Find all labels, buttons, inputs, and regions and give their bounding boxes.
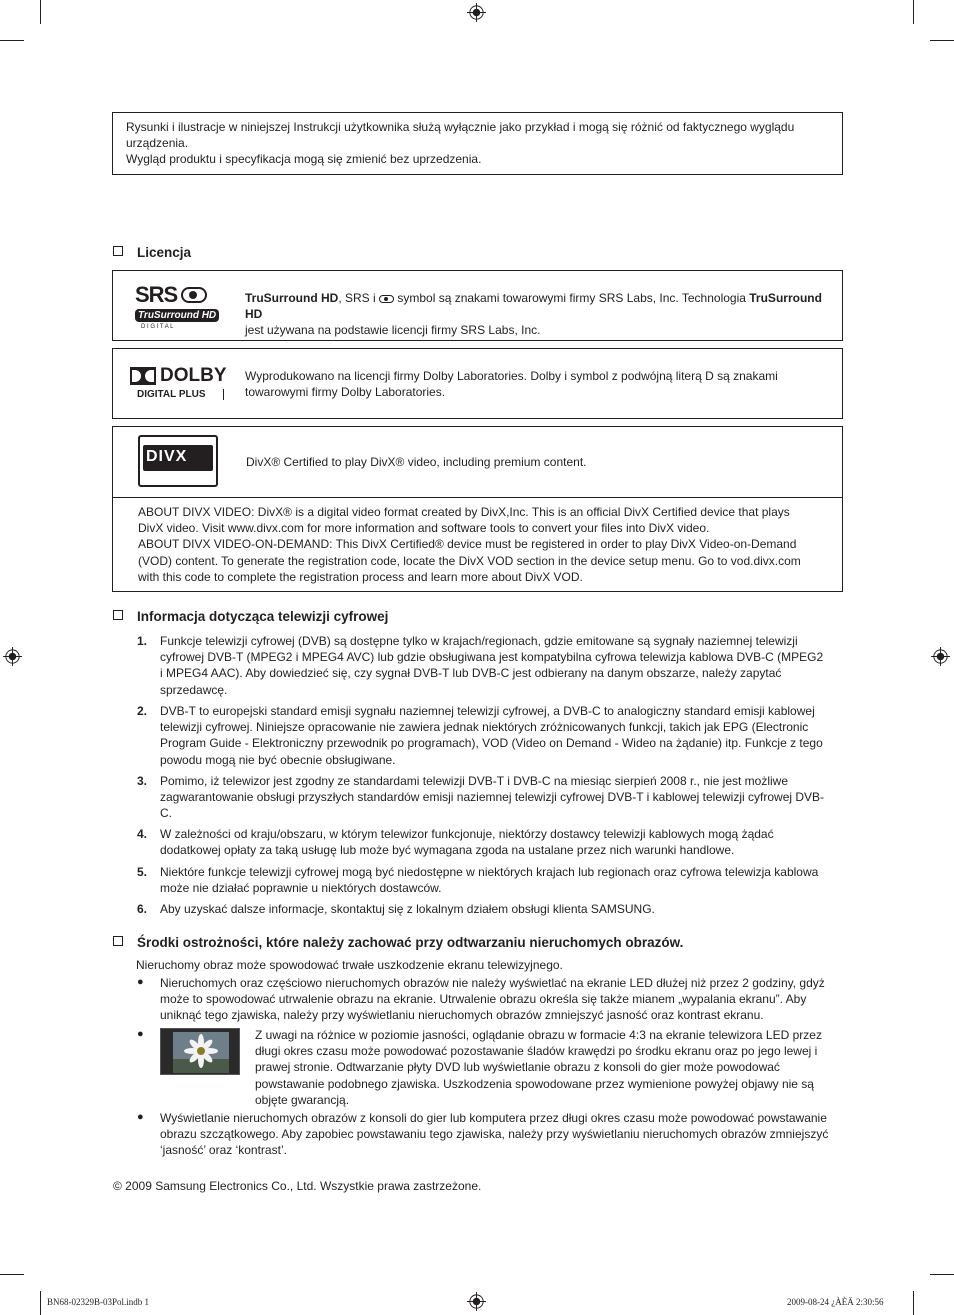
dolby-logo-sub: DIGITAL PLUS xyxy=(130,389,224,400)
divx-licence-box: DIVX DivX® Certified to play DivX® video, including premium content. ABOUT DIVX VIDEO: DivX® is a digital video format created by DivX,Inc. This is an official DivX Certified device that plays DivX video. Visit www.divx.com for more information and software tools to convert your files into DivX video. ABOUT DIVX VIDEO-ON-DEMAND: This DivX Certified® device must be registered in order to play DivX Video-on-Demand (VOD) content. To generate the registration code, locate the DivX VOD section in the device setup menu. Go to vod.divx.com with this code to complete the registration process and learn more about DivX VOD. xyxy=(112,426,843,592)
bullet-icon: ● xyxy=(137,1028,144,1040)
srs-circle-icon xyxy=(181,287,207,303)
list-item: Niektóre funkcje telewizji cyfrowej mogą być niedostępne w niektórych krajach lub regionach oraz cyfrowa telewizja kablowa może nie działać poprawnie u niektórych dostawców. xyxy=(160,865,819,896)
dolby-logo-text: DOLBY xyxy=(160,365,227,386)
list-item: Wyświetlanie nieruchomych obrazów z konsoli do gier lub komputera przez długi okres czasu może powodować powstawanie obrazu szczątkowego. Aby zapobiec powstawaniu tego zjawiska, należy przy wyświetlaniu nieruchomych obrazów zmniejszyć ‘jasność’ oraz ‘kontrast’. xyxy=(160,1111,829,1158)
crop-mark xyxy=(0,40,24,41)
list-number: 2. xyxy=(137,704,148,718)
divx-cert-text: DivX® Certified to play DivX® video, including premium content. xyxy=(246,455,587,469)
print-timestamp: 2009-08-24 ¿ÀÈÄ 2:30:56 xyxy=(787,1297,884,1307)
crop-mark xyxy=(40,1291,41,1315)
list-item: W zależności od kraju/obszaru, w którym telewizor funkcjonuje, niektórzy dostawcy telewizji kablowych mogą żądać dodatkowej opłaty za taką usługę lub może być wymagana zgoda na ustalane przez nich warunki handlowe. xyxy=(160,827,774,858)
still-images-intro: Nieruchomy obraz może spowodować trwałe uszkodzenie ekranu telewizyjnego. xyxy=(136,958,563,972)
srs-logo-digital: D I G I T A L xyxy=(141,324,174,330)
srs-symbol-icon xyxy=(379,295,394,303)
crop-mark xyxy=(0,1274,24,1275)
double-d-icon xyxy=(130,367,156,385)
divx-logo-text: DIVX xyxy=(146,448,188,465)
bullet-icon: ● xyxy=(137,976,144,988)
notice-line: Wygląd produktu i specyfikacja mogą się zmienić bez uprzedzenia. xyxy=(126,152,482,167)
crop-mark xyxy=(913,0,914,24)
flower-icon xyxy=(161,1029,240,1075)
divx-divider xyxy=(113,497,842,498)
crop-mark xyxy=(40,0,41,24)
list-number: 6. xyxy=(137,902,148,916)
list-item: Z uwagi na różnice w poziomie jasności, oglądanie obrazu w formacie 4:3 na ekranie telewizora LED przez długi okres czasu może powodować pozostawanie śladów krawędzi po środku ekranu oraz po jego lewej i prawej stronie. Odtwarzanie płyty DVD lub wyświetlanie obrazu z konsoli do gier może powodować powstawanie podobnego zjawiska. Uszkodzenia spowodowane przez wymienione powyżej objawy nie są objęte gwarancją. xyxy=(255,1028,822,1107)
bullet-icon: ● xyxy=(137,1111,144,1123)
notice-box xyxy=(112,112,843,175)
checkbox-square-icon xyxy=(113,246,123,256)
srs-licence-box: SRS TruSurround HD D I G I T A L TruSurround HD, SRS i symbol są znakami towarowymi firmy SRS Labs, Inc. Technologia TruSurround HD jest używana na podstawie licencji firmy SRS Labs, Inc. xyxy=(112,270,843,341)
checkbox-square-icon xyxy=(113,936,123,946)
list-number: 3. xyxy=(137,774,148,788)
list-number: 5. xyxy=(137,865,148,879)
srs-logo-text: SRS xyxy=(135,282,178,307)
licence-heading: Licencja xyxy=(113,245,191,260)
list-item: Pomimo, iż telewizor jest zgodny ze standardami telewizji DVB-T i DVB-C na miesiąc sierpień 2008 r., nie jest możliwe zagwarantowanie obsługi przyszłych standardów emisji naziemnej telewizji cyfrowej DVB-T i kablowej telewizji cyfrowej DVB- C. xyxy=(160,774,825,821)
copyright: © 2009 Samsung Electronics Co., Ltd. Wszystkie prawa zastrzeżone. xyxy=(113,1179,482,1193)
crop-mark xyxy=(930,40,954,41)
registration-mark-icon xyxy=(3,647,22,666)
tv-flower-image xyxy=(160,1028,240,1075)
dolby-licence-box: DOLBY DIGITAL PLUS Wyprodukowano na licencji firmy Dolby Laboratories. Dolby i symbol z podwójną literą D są znakami towarowymi firmy Dolby Laboratories. xyxy=(112,348,843,419)
list-number: 1. xyxy=(137,634,148,648)
list-item: Aby uzyskać dalsze informacje, skontaktuj się z lokalnym działem obsługi klienta SAMSUNG. xyxy=(160,902,655,916)
crop-mark xyxy=(930,1274,954,1275)
digital-tv-heading: Informacja dotycząca telewizji cyfrowej xyxy=(113,609,388,624)
checkbox-square-icon xyxy=(113,610,123,620)
print-file-name: BN68-02329B-03Pol.indb 1 xyxy=(47,1297,150,1307)
divx-logo xyxy=(138,435,218,487)
list-number: 4. xyxy=(137,827,148,841)
registration-mark-icon xyxy=(467,3,486,22)
notice-line: Rysunki i ilustracje w niniejszej Instrukcji użytkownika służą wyłącznie jako przykład i mogą się różnić od faktycznego wyglądu xyxy=(126,120,795,134)
srs-logo xyxy=(135,282,225,330)
registration-mark-icon xyxy=(467,1292,486,1311)
registration-mark-icon xyxy=(931,647,950,666)
list-item: DVB-T to europejski standard emisji sygnału naziemnej telewizji cyfrowej, a DVB-C to analogiczny standard emisji kablowej telewizji cyfrowej. Niniejsze opracowanie nie zawiera jednak niektórych zróżnicowanych funkcji, takich jak EPG (Electronic Program Guide - Elektroniczny przewodnik po programach), VOD (Video on Demand - Wideo na żądanie) itp. Funkcje z tego powodu mogą nie być obecnie obsługiwane. xyxy=(160,704,823,767)
list-item: Nieruchomych oraz częściowo nieruchomych obrazów nie należy wyświetlać na ekranie LED dłużej niż przez 2 godziny, gdyż może to spowodować utrwalenie obrazu na ekranie. Utrwalenie obrazu określa się także mianem „wypalania ekranu”. Aby uniknąć tego zjawiska, należy przy wyświetlaniu nieruchomych obrazów zmniejszyć jasność oraz kontrast ekranu. xyxy=(160,976,825,1023)
notice-line: urządzenia. xyxy=(126,136,189,151)
still-images-heading: Środki ostrożności, które należy zachować przy odtwarzaniu nieruchomych obrazów. xyxy=(113,935,683,950)
crop-mark xyxy=(913,1291,914,1315)
dolby-logo xyxy=(130,367,230,400)
srs-logo-sub: TruSurround HD xyxy=(135,309,219,322)
list-item: Funkcje telewizji cyfrowej (DVB) są dostępne tylko w krajach/regionach, gdzie emitowane są sygnały naziemnej telewizji cyfrowej DVB-T (MPEG2 i MPEG4 AVC) lub gdzie obsługiwana jest kompatybilna cyfrowa telewizja kablowa DVB-C (MPEG2 i MPEG4 AAC). Aby dowiedzieć się, czy sygnał DVB-T lub DVB-C jest odbierany na danym obszarze, należy zapytać sprzedawcę. xyxy=(160,634,824,697)
